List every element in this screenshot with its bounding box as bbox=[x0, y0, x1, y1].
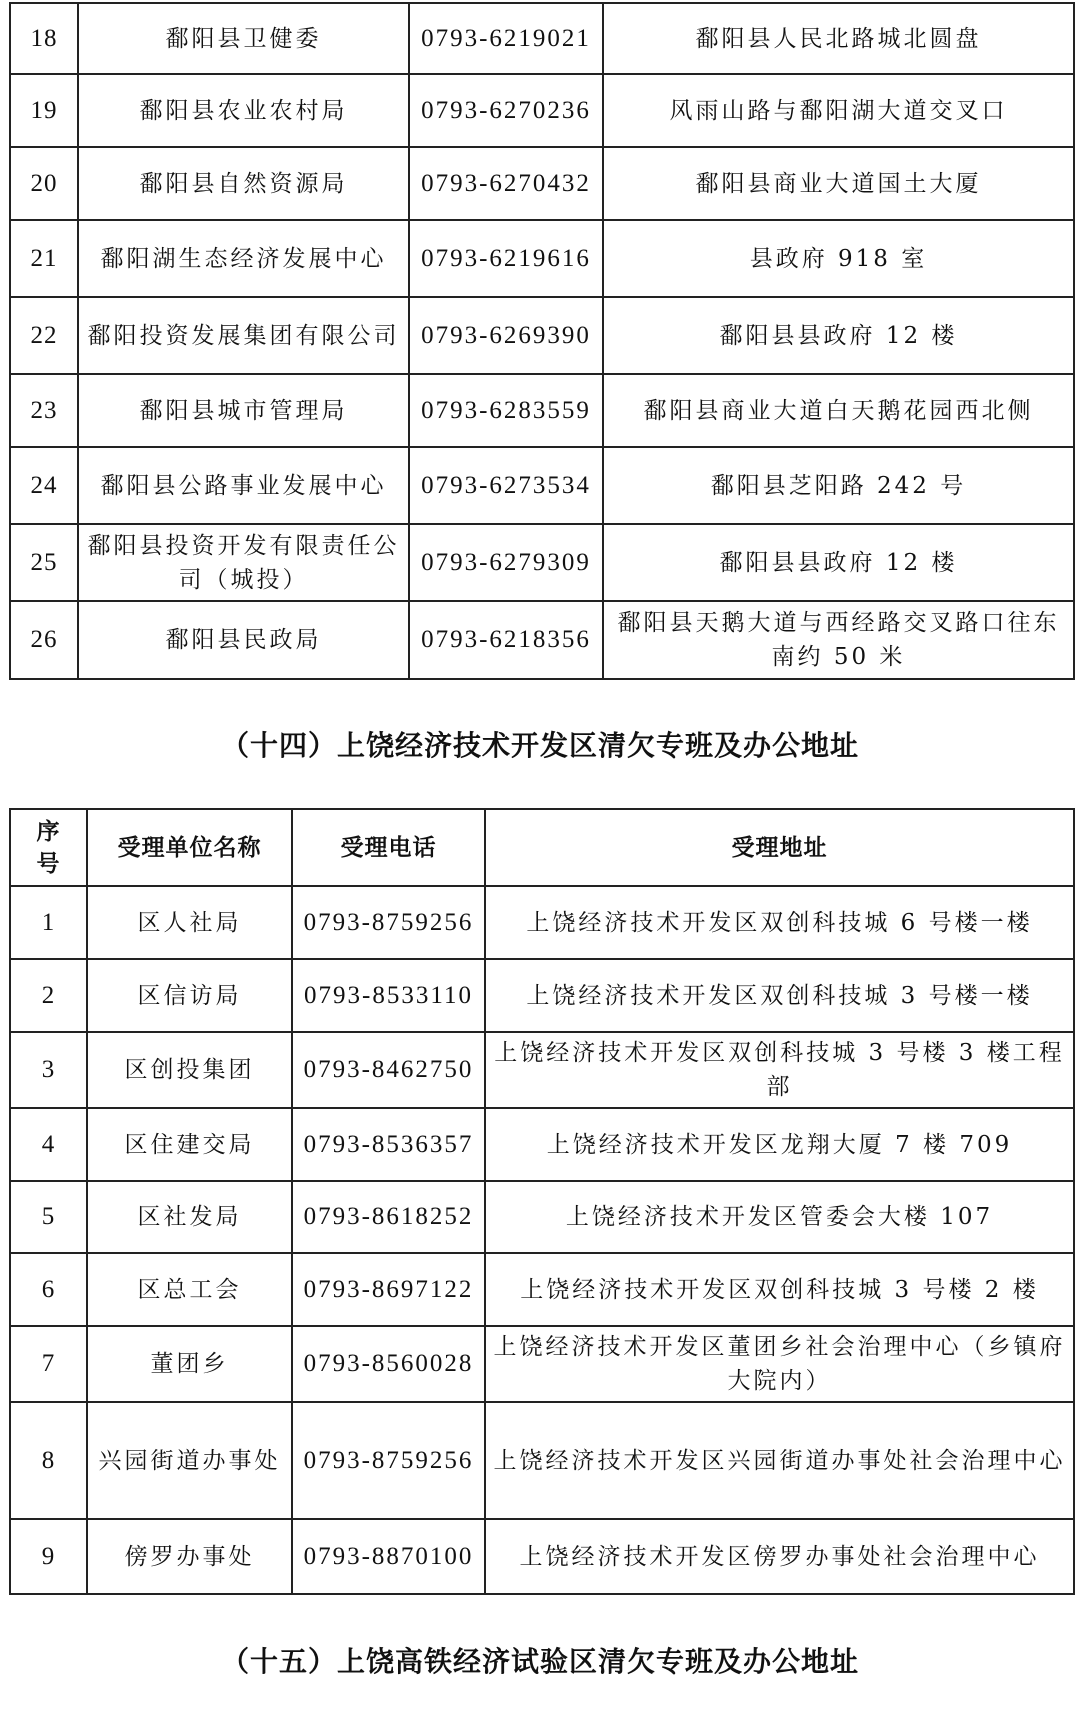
row-number: 19 bbox=[10, 74, 78, 147]
unit-name: 区创投集团 bbox=[87, 1032, 292, 1108]
phone-number: 0793-6219021 bbox=[409, 3, 603, 74]
row-number: 25 bbox=[10, 524, 78, 601]
header-name: 受理单位名称 bbox=[87, 809, 292, 886]
header-phone: 受理电话 bbox=[292, 809, 485, 886]
address: 鄱阳县商业大道国土大厦 bbox=[603, 147, 1074, 220]
section-15-title: （十五）上饶高铁经济试验区清欠专班及办公地址 bbox=[220, 1645, 859, 1678]
address: 鄱阳县人民北路城北圆盘 bbox=[603, 3, 1074, 74]
phone-number: 0793-8697122 bbox=[292, 1253, 485, 1326]
row-number: 7 bbox=[10, 1326, 87, 1402]
table-row bbox=[10, 447, 1074, 524]
address: 上饶经济技术开发区董团乡社会治理中心（乡镇府大院内） bbox=[485, 1326, 1074, 1402]
phone-number: 0793-6283559 bbox=[409, 374, 603, 447]
unit-name: 鄱阳县投资开发有限责任公司（城投） bbox=[78, 524, 409, 601]
table-poyang bbox=[9, 2, 1075, 680]
phone-number: 0793-8536357 bbox=[292, 1108, 485, 1181]
table-row bbox=[10, 1253, 1074, 1326]
address: 上饶经济技术开发区双创科技城 3 号楼 3 楼工程部 bbox=[485, 1032, 1074, 1108]
table-row bbox=[10, 1108, 1074, 1181]
phone-number: 0793-8533110 bbox=[292, 959, 485, 1032]
phone-number: 0793-6219616 bbox=[409, 220, 603, 297]
phone-number: 0793-6273534 bbox=[409, 447, 603, 524]
address: 上饶经济技术开发区管委会大楼 107 bbox=[485, 1181, 1074, 1253]
phone-number: 0793-8618252 bbox=[292, 1181, 485, 1253]
row-number: 2 bbox=[10, 959, 87, 1032]
unit-name: 鄱阳县城市管理局 bbox=[78, 374, 409, 447]
phone-number: 0793-8560028 bbox=[292, 1326, 485, 1402]
phone-number: 0793-6270236 bbox=[409, 74, 603, 147]
unit-name: 董团乡 bbox=[87, 1326, 292, 1402]
table-row bbox=[10, 886, 1074, 959]
phone-number: 0793-6218356 bbox=[409, 601, 603, 679]
address: 鄱阳县商业大道白天鹅花园西北侧 bbox=[603, 374, 1074, 447]
table-row bbox=[10, 297, 1074, 374]
unit-name: 区人社局 bbox=[87, 886, 292, 959]
address: 鄱阳县天鹅大道与西经路交叉路口往东南约 50 米 bbox=[603, 601, 1074, 679]
header-no: 序号 bbox=[10, 809, 87, 886]
unit-name: 鄱阳县农业农村局 bbox=[78, 74, 409, 147]
address: 上饶经济技术开发区龙翔大厦 7 楼 709 bbox=[485, 1108, 1074, 1181]
address: 风雨山路与鄱阳湖大道交叉口 bbox=[603, 74, 1074, 147]
table-row bbox=[10, 959, 1074, 1032]
row-number: 9 bbox=[10, 1519, 87, 1594]
table-row bbox=[10, 1519, 1074, 1594]
unit-name: 区信访局 bbox=[87, 959, 292, 1032]
table-shangrao-etdz bbox=[9, 808, 1075, 1595]
unit-name: 鄱阳县民政局 bbox=[78, 601, 409, 679]
phone-number: 0793-8759256 bbox=[292, 886, 485, 959]
table-row bbox=[10, 147, 1074, 220]
table-row bbox=[10, 374, 1074, 447]
unit-name: 鄱阳县卫健委 bbox=[78, 3, 409, 74]
row-number: 24 bbox=[10, 447, 78, 524]
phone-number: 0793-6269390 bbox=[409, 297, 603, 374]
header-address: 受理地址 bbox=[485, 809, 1074, 886]
row-number: 26 bbox=[10, 601, 78, 679]
row-number: 21 bbox=[10, 220, 78, 297]
table-row bbox=[10, 1181, 1074, 1253]
row-number: 6 bbox=[10, 1253, 87, 1326]
table-row bbox=[10, 220, 1074, 297]
phone-number: 0793-6279309 bbox=[409, 524, 603, 601]
row-number: 22 bbox=[10, 297, 78, 374]
unit-name: 区社发局 bbox=[87, 1181, 292, 1253]
unit-name: 鄱阳县公路事业发展中心 bbox=[78, 447, 409, 524]
table-row bbox=[10, 1402, 1074, 1519]
address: 上饶经济技术开发区双创科技城 3 号楼一楼 bbox=[485, 959, 1074, 1032]
unit-name: 鄱阳县自然资源局 bbox=[78, 147, 409, 220]
phone-number: 0793-8870100 bbox=[292, 1519, 485, 1594]
phone-number: 0793-8462750 bbox=[292, 1032, 485, 1108]
address: 上饶经济技术开发区双创科技城 6 号楼一楼 bbox=[485, 886, 1074, 959]
address: 鄱阳县芝阳路 242 号 bbox=[603, 447, 1074, 524]
table-header-row bbox=[10, 809, 1074, 886]
unit-name: 区总工会 bbox=[87, 1253, 292, 1326]
address: 县政府 918 室 bbox=[603, 220, 1074, 297]
phone-number: 0793-8759256 bbox=[292, 1402, 485, 1519]
table-row bbox=[10, 1326, 1074, 1402]
unit-name: 傍罗办事处 bbox=[87, 1519, 292, 1594]
row-number: 20 bbox=[10, 147, 78, 220]
unit-name: 鄱阳湖生态经济发展中心 bbox=[78, 220, 409, 297]
phone-number: 0793-6270432 bbox=[409, 147, 603, 220]
address: 鄱阳县县政府 12 楼 bbox=[603, 524, 1074, 601]
unit-name: 兴园街道办事处 bbox=[87, 1402, 292, 1519]
row-number: 18 bbox=[10, 3, 78, 74]
address: 上饶经济技术开发区傍罗办事处社会治理中心 bbox=[485, 1519, 1074, 1594]
section-14-title: （十四）上饶经济技术开发区清欠专班及办公地址 bbox=[220, 729, 859, 762]
address: 鄱阳县县政府 12 楼 bbox=[603, 297, 1074, 374]
table-row bbox=[10, 3, 1074, 74]
row-number: 4 bbox=[10, 1108, 87, 1181]
table-row bbox=[10, 524, 1074, 601]
row-number: 23 bbox=[10, 374, 78, 447]
unit-name: 区住建交局 bbox=[87, 1108, 292, 1181]
table-row bbox=[10, 1032, 1074, 1108]
unit-name: 鄱阳投资发展集团有限公司 bbox=[78, 297, 409, 374]
row-number: 1 bbox=[10, 886, 87, 959]
address: 上饶经济技术开发区双创科技城 3 号楼 2 楼 bbox=[485, 1253, 1074, 1326]
address: 上饶经济技术开发区兴园街道办事处社会治理中心 bbox=[485, 1402, 1074, 1519]
row-number: 5 bbox=[10, 1181, 87, 1253]
row-number: 3 bbox=[10, 1032, 87, 1108]
row-number: 8 bbox=[10, 1402, 87, 1519]
table-row bbox=[10, 601, 1074, 679]
table-row bbox=[10, 74, 1074, 147]
